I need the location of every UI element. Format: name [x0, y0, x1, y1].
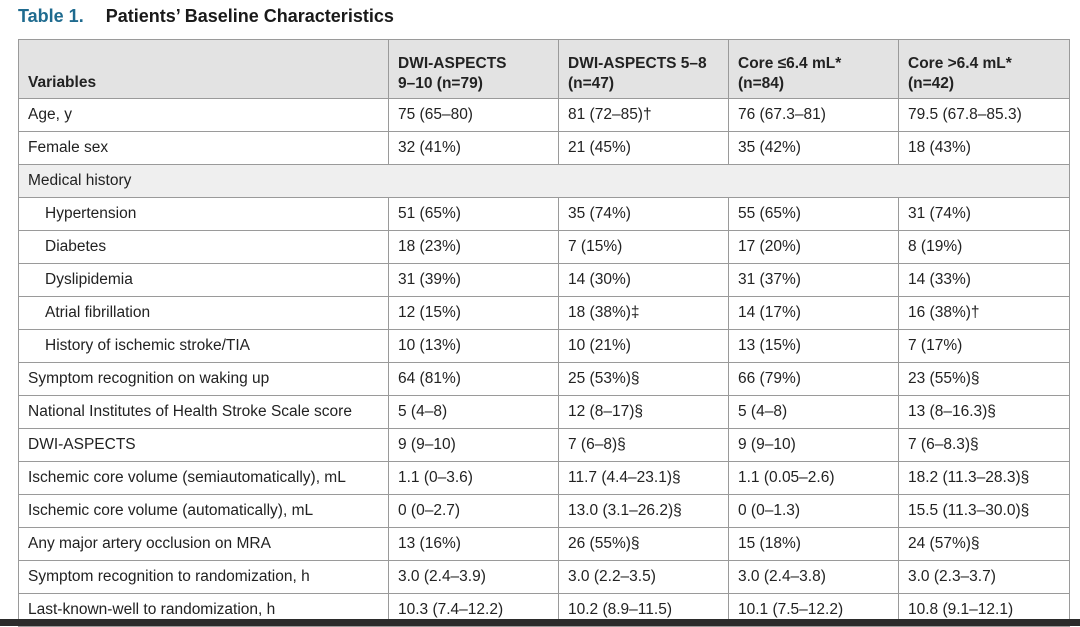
row-label: Female sex — [19, 132, 389, 165]
cell-value: 13 (16%) — [389, 528, 559, 561]
cell-value: 64 (81%) — [389, 363, 559, 396]
cell-value: 31 (39%) — [389, 264, 559, 297]
cell-value: 21 (45%) — [559, 132, 729, 165]
row-label: Hypertension — [19, 198, 389, 231]
row-label: History of ischemic stroke/TIA — [19, 330, 389, 363]
cell-value: 7 (15%) — [559, 231, 729, 264]
row-label: Ischemic core volume (automatically), mL — [19, 495, 389, 528]
cell-value: 66 (79%) — [729, 363, 899, 396]
cell-value: 5 (4–8) — [389, 396, 559, 429]
table-title-text: Patients’ Baseline Characteristics — [105, 6, 394, 26]
cell-value: 10 (13%) — [389, 330, 559, 363]
table-row — [19, 231, 1070, 264]
cell-value: 17 (20%) — [729, 231, 899, 264]
cell-value: 11.7 (4.4–23.1)§ — [559, 462, 729, 495]
table-body — [19, 99, 1070, 627]
cell-value: 3.0 (2.4–3.9) — [389, 561, 559, 594]
cell-value: 16 (38%)† — [899, 297, 1070, 330]
header-line: Core ≤6.4 mL* — [738, 55, 842, 72]
header-line: (n=42) — [908, 75, 955, 92]
cell-value: 10.1 (7.5–12.2) — [729, 594, 899, 627]
cell-value: 35 (74%) — [559, 198, 729, 231]
cell-value: 13.0 (3.1–26.2)§ — [559, 495, 729, 528]
table-row — [19, 528, 1070, 561]
table-header — [19, 40, 1070, 99]
cell-value: 14 (17%) — [729, 297, 899, 330]
table-title — [18, 6, 394, 32]
cell-value: 76 (67.3–81) — [729, 99, 899, 132]
cell-value: 0 (0–2.7) — [389, 495, 559, 528]
cell-value: 0 (0–1.3) — [729, 495, 899, 528]
cell-value: 7 (6–8)§ — [559, 429, 729, 462]
row-label: Dyslipidemia — [19, 264, 389, 297]
row-label: Last-known-well to randomization, h — [19, 594, 389, 627]
header-core-le-6-4 — [729, 40, 899, 99]
cell-value: 13 (8–16.3)§ — [899, 396, 1070, 429]
section-label: Medical history — [19, 165, 1070, 198]
bottom-edge-bar — [0, 619, 1080, 626]
header-dwi-aspects-5-8 — [559, 40, 729, 99]
header-line: 9–10 (n=79) — [398, 75, 483, 92]
cell-value: 18 (23%) — [389, 231, 559, 264]
cell-value: 23 (55%)§ — [899, 363, 1070, 396]
header-line: (n=47) — [568, 75, 615, 92]
table-row — [19, 264, 1070, 297]
cell-value: 18 (43%) — [899, 132, 1070, 165]
row-label: Symptom recognition on waking up — [19, 363, 389, 396]
cell-value: 26 (55%)§ — [559, 528, 729, 561]
table-row — [19, 297, 1070, 330]
cell-value: 3.0 (2.2–3.5) — [559, 561, 729, 594]
cell-value: 14 (30%) — [559, 264, 729, 297]
header-variables: Variables — [19, 40, 389, 99]
header-line: Core >6.4 mL* — [908, 55, 1012, 72]
table-row — [19, 99, 1070, 132]
cell-value: 15 (18%) — [729, 528, 899, 561]
row-label: Atrial fibrillation — [19, 297, 389, 330]
cell-value: 32 (41%) — [389, 132, 559, 165]
table-row — [19, 330, 1070, 363]
row-label: Any major artery occlusion on MRA — [19, 528, 389, 561]
cell-value: 3.0 (2.4–3.8) — [729, 561, 899, 594]
cell-value: 9 (9–10) — [389, 429, 559, 462]
cell-value: 18.2 (11.3–28.3)§ — [899, 462, 1070, 495]
table-row — [19, 198, 1070, 231]
cell-value: 1.1 (0.05–2.6) — [729, 462, 899, 495]
header-core-gt-6-4 — [899, 40, 1070, 99]
table-row — [19, 462, 1070, 495]
row-label: National Institutes of Health Stroke Scale score — [19, 396, 389, 429]
baseline-characteristics-table — [18, 39, 1070, 627]
cell-value: 1.1 (0–3.6) — [389, 462, 559, 495]
cell-value: 10 (21%) — [559, 330, 729, 363]
cell-value: 7 (6–8.3)§ — [899, 429, 1070, 462]
section-row — [19, 165, 1070, 198]
table-row — [19, 363, 1070, 396]
cell-value: 3.0 (2.3–3.7) — [899, 561, 1070, 594]
cell-value: 51 (65%) — [389, 198, 559, 231]
row-label: Diabetes — [19, 231, 389, 264]
header-line: (n=84) — [738, 75, 785, 92]
cell-value: 13 (15%) — [729, 330, 899, 363]
cell-value: 12 (15%) — [389, 297, 559, 330]
row-label: Symptom recognition to randomization, h — [19, 561, 389, 594]
cell-value: 31 (37%) — [729, 264, 899, 297]
cell-value: 14 (33%) — [899, 264, 1070, 297]
cell-value: 35 (42%) — [729, 132, 899, 165]
cell-value: 12 (8–17)§ — [559, 396, 729, 429]
header-dwi-aspects-9-10 — [389, 40, 559, 99]
cell-value: 55 (65%) — [729, 198, 899, 231]
cell-value: 8 (19%) — [899, 231, 1070, 264]
cell-value: 25 (53%)§ — [559, 363, 729, 396]
row-label: Ischemic core volume (semiautomatically), mL — [19, 462, 389, 495]
cell-value: 9 (9–10) — [729, 429, 899, 462]
table-row — [19, 396, 1070, 429]
cell-value: 31 (74%) — [899, 198, 1070, 231]
cell-value: 81 (72–85)† — [559, 99, 729, 132]
table-row — [19, 495, 1070, 528]
cell-value: 10.3 (7.4–12.2) — [389, 594, 559, 627]
cell-value: 75 (65–80) — [389, 99, 559, 132]
cell-value: 79.5 (67.8–85.3) — [899, 99, 1070, 132]
row-label: DWI-ASPECTS — [19, 429, 389, 462]
cell-value: 15.5 (11.3–30.0)§ — [899, 495, 1070, 528]
table-row — [19, 561, 1070, 594]
cell-value: 18 (38%)‡ — [559, 297, 729, 330]
row-label: Age, y — [19, 99, 389, 132]
cell-value: 7 (17%) — [899, 330, 1070, 363]
table-number: Table 1. — [18, 6, 84, 26]
cell-value: 5 (4–8) — [729, 396, 899, 429]
cell-value: 10.8 (9.1–12.1) — [899, 594, 1070, 627]
header-line: DWI-ASPECTS — [398, 55, 507, 72]
table-row — [19, 429, 1070, 462]
header-line: DWI-ASPECTS 5–8 — [568, 55, 707, 72]
table-row — [19, 132, 1070, 165]
cell-value: 10.2 (8.9–11.5) — [559, 594, 729, 627]
cell-value: 24 (57%)§ — [899, 528, 1070, 561]
